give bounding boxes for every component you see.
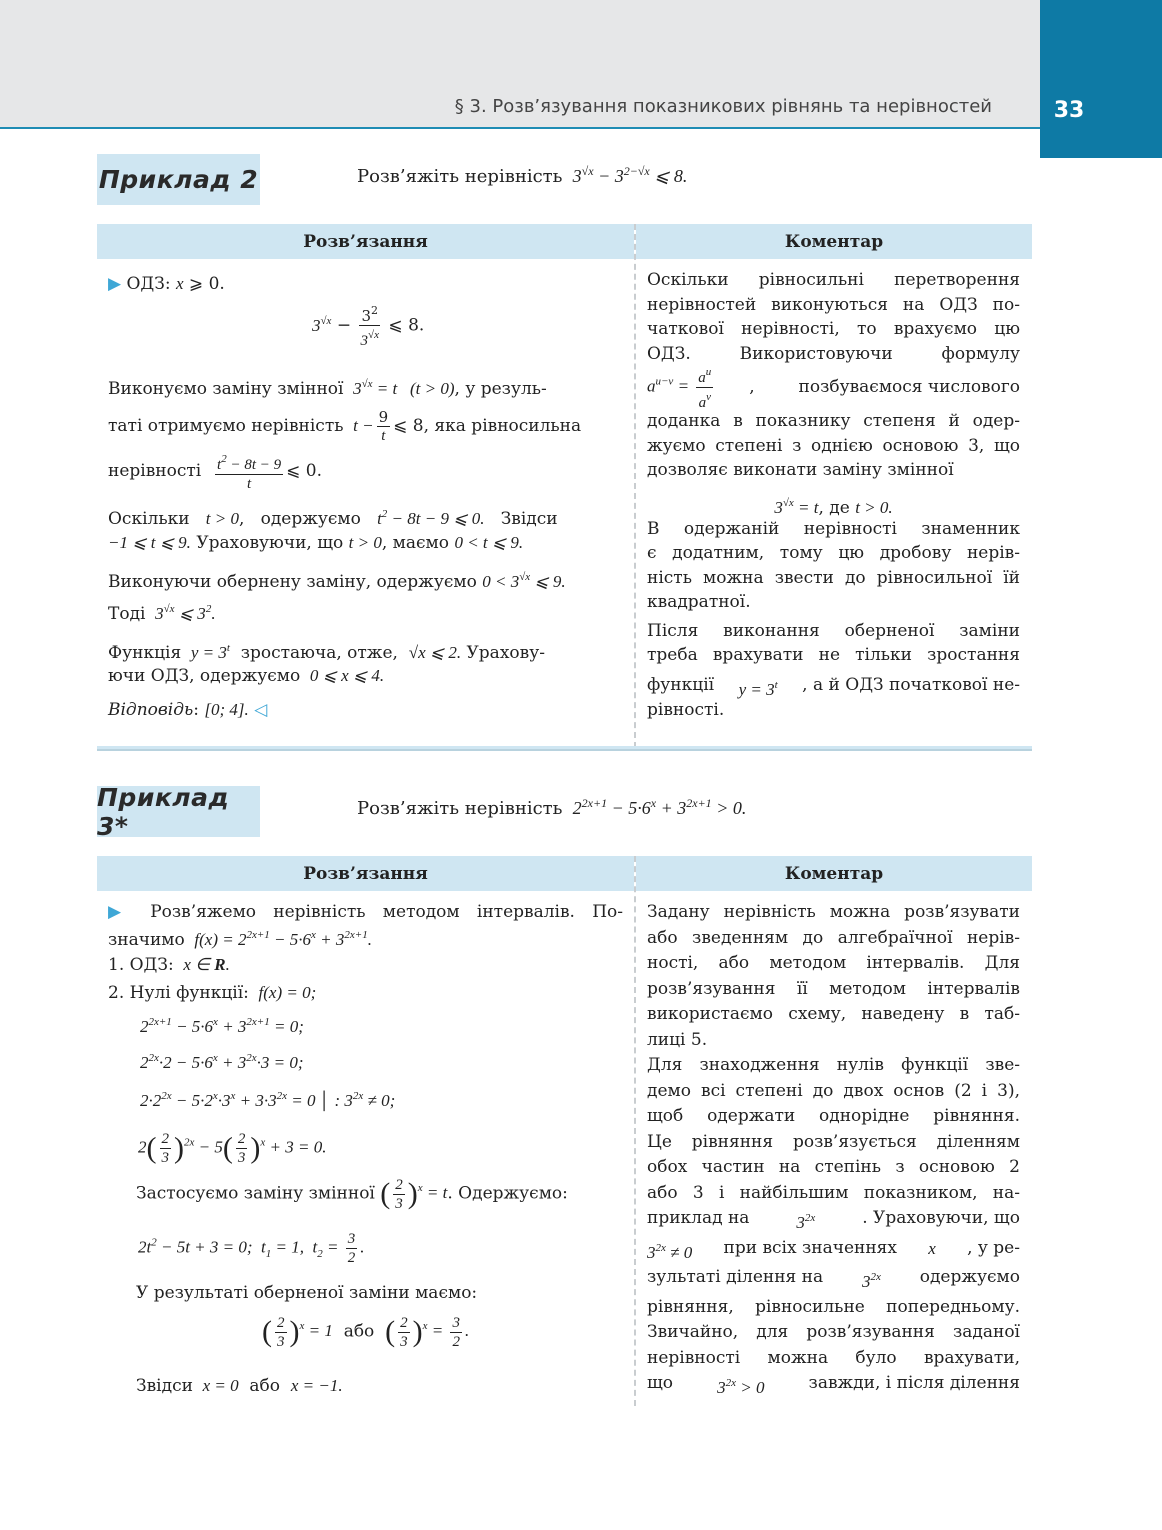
column-divider xyxy=(634,856,636,1406)
section-end-rule xyxy=(97,746,1032,751)
comment-ex2: Оскільки рівносильні перетворення нерівностей виконуються на ОДЗ по- чаткової нерівності, то врахуємо цю ОДЗ. Використовуючи формулу $a^{u-v}$ = $\frac{a^u}{a^v}$ , позбуваємося числового доданка в показнику степеня й одер- жуємо степені з однією основою 3, що дозволяє виконати заміну змінної $3^{√x} = t$, де t > 0. В одержаній нерівності знаменник є додатним, тому цю дробову нерів- ність можна звести до рівносильної їй квадратної. Після виконання оберненої заміни треба врахувати не тільки зростання функції $y = 3^t$ , а й ОДЗ початкової не- рівності. xyxy=(647,270,1020,720)
example-3-label: Приклад 3* xyxy=(97,786,260,837)
solution-header: Розв’язання xyxy=(97,856,634,891)
comment-ex3: Задану нерівність можна розв’язувати або зведенням до алгебраїчної нерів- ності, або методом інтервалів. Для розв’язування її методом інтервалів використаємо схему, наведену в таб- лиці 5. Для знаходження нулів функції зве- демо всі степені до двох основ (2 і 3), щоб одержати однорідне рівняння. Це рівняння розв’язується діленням обох частин на степінь з основою 2 або 3 і найбільшим показником, на- приклад на $3^{2x}$ . Ураховуючи, що $3^{2x} \ne 0$ при всіх значеннях x , у ре- зультаті ділення на $3^{2x}$ одержуємо рівняння, рівносильне попередньому. Звичайно, для розв’язування заданої нерівності можна було врахувати, що $3^{2x} > 0$ завжди, і після ділення xyxy=(647,902,1020,1397)
triangle-right-icon: ▶ xyxy=(108,902,133,922)
sol-p8: Функція $y = 3^t$ зростаюча, отже, √x ⩽ 2. Урахову- xyxy=(108,642,545,663)
sol3-l1: ▶ Розв’яжемо нерівність методом інтервалів. По- xyxy=(108,902,623,922)
page-tab xyxy=(1040,0,1162,158)
example-3-task xyxy=(357,796,746,819)
example-2-label: Приклад 2 xyxy=(97,154,260,205)
sol3-eq4: 2( $\frac{2}{3}$ )$^{2x}$ − 5( $\frac{2}{3}$ )$^x$ + 3 = 0. xyxy=(138,1131,327,1166)
sol-p9: ючи ОДЗ, одержуємо 0 ⩽ x ⩽ 4. xyxy=(108,666,385,686)
header-rule xyxy=(0,127,1040,129)
sol3-l11: У результаті оберненої заміни маємо: xyxy=(136,1283,478,1303)
comment-header: Коментар xyxy=(636,224,1032,259)
solution-header: Розв’язання xyxy=(97,224,634,259)
sol3-l12: ( $\frac{2}{3}$ )$^x$ = 1 або ( $\frac{2}{3}$ )$^x$ = $\frac{3}{2}$ . xyxy=(262,1315,470,1350)
sol-p6: Виконуючи обернену заміну, одержуємо $0 < 3^{√x}$ ⩽ 9. xyxy=(108,571,566,592)
example-2-task xyxy=(357,164,687,187)
sol-p7: Тоді $3^{√x}$ ⩽ $3^2$. xyxy=(108,603,216,624)
page-number: 33 xyxy=(1053,98,1085,123)
sol-p2: таті отримуємо нерівність t − $\frac{9}{t}$ ⩽ 8, яка рівносильна xyxy=(108,408,582,444)
task-formula: $2^{2x+1} - 5\cdot 6^x + 3^{2x+1} > 0$. xyxy=(568,796,747,818)
task-text: Розв’яжіть нерівність xyxy=(357,798,563,819)
task-text: Розв’яжіть нерівність xyxy=(357,166,563,187)
triangle-left-outline-icon: ◁ xyxy=(254,700,268,720)
answer-line: Відповідь: [0; 4]. ◁ xyxy=(108,700,268,720)
sol3-eq2: $2^{2x}\cdot 2 - 5\cdot 6^x + 3^{2x}\cdot 3 = 0$; xyxy=(140,1052,304,1072)
sol-p3: нерівності $\frac{t^2 - 8t - 9}{t}$ ⩽ 0. xyxy=(108,450,322,493)
triangle-right-icon: ▶ xyxy=(108,274,122,294)
sol3-eq1: $2^{2x+1} - 5\cdot 6^x + 3^{2x+1} = 0$; xyxy=(140,1016,304,1036)
sol3-l10: $2t^2 - 5t + 3 = 0$; $t_1 = 1$, $t_2$ = $\frac{3}{2}$ . xyxy=(138,1231,365,1266)
sol3-l4: 2. Нулі функції: f(x) = 0; xyxy=(108,983,317,1003)
sol3-l2: значимо $f(x) = 2^{2x+1} - 5\cdot 6^x + 3^{2x+1}$. xyxy=(108,929,372,950)
column-divider xyxy=(634,224,636,748)
sol3-eq3: $2\cdot 2^{2x} - 5\cdot 2^x\cdot 3^x + 3\cdot 3^{2x} = 0$ │ : $3^{2x} \ne 0$; xyxy=(140,1090,396,1110)
sol-p5: −1 ⩽ t ⩽ 9. Ураховуючи, що t > 0, маємо 0 < t ⩽ 9. xyxy=(108,533,524,553)
sol-p4: Оскільки t > 0, одержуємо $t^2 - 8t - 9$ ⩽ 0. Звідси xyxy=(108,508,558,529)
sol3-l3: 1. ОДЗ: x ∈ R. xyxy=(108,955,230,975)
odz-line: ▶ ОДЗ: x ⩾ 0. xyxy=(108,274,225,294)
formula-1: $3^{√x}$ − $\frac{3^2}{3^{√x}}$ ⩽ 8. xyxy=(312,304,425,349)
comment-header: Коментар xyxy=(636,856,1032,891)
running-head: § 3. Розв’язування показникових рівнянь та нерівностей xyxy=(454,96,992,117)
task-formula: $3^{√x} - 3^{2-√x}$ ⩽ 8. xyxy=(568,164,688,186)
sol3-l13: Звідси x = 0 або x = −1. xyxy=(136,1376,343,1396)
sol3-l9: Застосуємо заміну змінної ( $\frac{2}{3}$ )$^x$ = t. Одержуємо: xyxy=(136,1177,568,1212)
sol-p1: Виконуємо заміну змінної $3^{√x} = t$ (t > 0), у резуль- xyxy=(108,378,547,399)
